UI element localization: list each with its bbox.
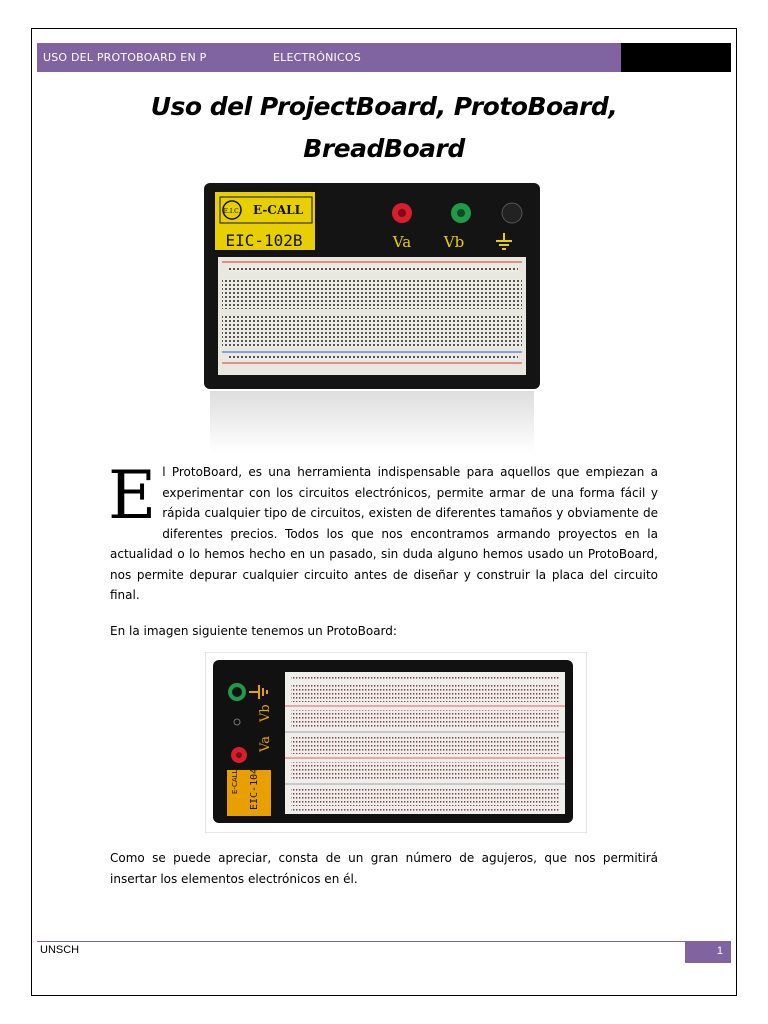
intro-paragraph-text: l ProtoBoard, es una herramienta indispensable para aquellos que empiezan a experimentar con los circuitos electrónicos, permite armar de una forma fácil y rápida cualquier tipo de circuitos, existen de diferentes tamaños y obviamente de diferentes precios. Todos los que nos encontramos armando proyectos en la actualidad o lo hemos hecho en un pasado, sin duda alguno hemos usado un ProtoBoard, nos permite depurar cualquier circuito antes de diseñar y construir la placa del circuito final. — [110, 465, 658, 602]
header-subtitle: ELECTRÓNICOS — [273, 51, 361, 64]
title-line-1: Uso del ProjectBoard, ProtoBoard, — [150, 92, 618, 121]
footer-label: UNSCH — [40, 944, 80, 956]
vb-label: Vb — [443, 233, 465, 251]
footer-line — [37, 941, 731, 942]
closing-paragraph: Como se puede apreciar, consta de un gran número de agujeros, que nos permitirá insertar los elementos electrónicos en él. — [110, 851, 658, 886]
page-title — [100, 86, 668, 170]
brand-text: E-CALL — [231, 769, 239, 794]
logo-text: E.I.C. — [223, 208, 241, 215]
image-intro-paragraph: En la imagen siguiente tenemos un ProtoBoard: — [110, 624, 397, 638]
breadboard-photo-eic-104 — [205, 652, 587, 833]
black-terminal-icon — [502, 203, 522, 223]
vb-label: Vb — [258, 704, 273, 722]
intro-paragraph — [108, 457, 658, 606]
page-number: 1 — [685, 942, 731, 963]
brand-text: E-CALL — [252, 203, 304, 217]
header-black-block — [621, 43, 731, 72]
model-text: EIC-102B — [225, 231, 303, 250]
model-text: EIC-104 — [249, 767, 260, 810]
header-bar — [37, 43, 731, 72]
title-line-2: BreadBoard — [303, 134, 465, 163]
breadboard-photo-eic-102b — [204, 183, 540, 453]
header-title: USO DEL PROTOBOARD EN P — [43, 51, 207, 64]
drop-cap: E — [108, 457, 157, 534]
va-label: Va — [392, 233, 412, 251]
va-label: Va — [258, 736, 273, 752]
